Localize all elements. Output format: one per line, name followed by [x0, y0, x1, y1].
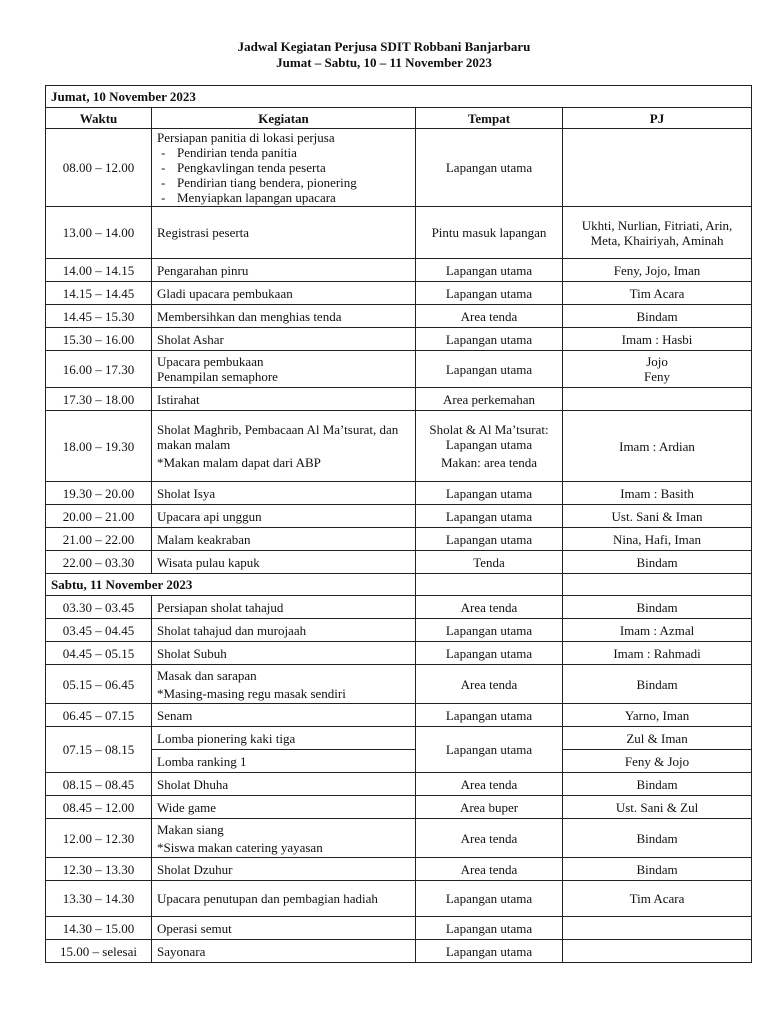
cell-place: Lapangan utama	[416, 704, 563, 727]
cell-activity: Istirahat	[152, 388, 416, 411]
cell-time: 03.45 – 04.45	[46, 619, 152, 642]
table-row	[46, 505, 752, 528]
cell-pj: Bindam	[563, 858, 752, 881]
cell-time: 05.15 – 06.45	[46, 665, 152, 704]
table-row	[46, 940, 752, 963]
place-line: Sholat & Al Ma’tsurat: Lapangan utama	[429, 422, 549, 452]
cell-time: 14.00 – 14.15	[46, 259, 152, 282]
cell-activity: Lomba pionering kaki tiga	[152, 727, 416, 750]
cell-pj: Nina, Hafi, Iman	[563, 528, 752, 551]
cell-pj: Feny, Jojo, Iman	[563, 259, 752, 282]
cell-time: 12.30 – 13.30	[46, 858, 152, 881]
cell-activity: Senam	[152, 704, 416, 727]
cell-pj	[563, 129, 752, 207]
cell-time: 15.30 – 16.00	[46, 328, 152, 351]
cell-activity: Sholat tahajud dan murojaah	[152, 619, 416, 642]
cell-pj: Imam : Hasbi	[563, 328, 752, 351]
cell-place: Lapangan utama	[416, 940, 563, 963]
document-title: Jadwal Kegiatan Perjusa SDIT Robbani Banjarbaru	[237, 39, 531, 54]
cell-time: 20.00 – 21.00	[46, 505, 152, 528]
cell-time: 04.45 – 05.15	[46, 642, 152, 665]
cell-time: 06.45 – 07.15	[46, 704, 152, 727]
cell-pj: Bindam	[563, 665, 752, 704]
pj-line: Feny	[644, 369, 671, 384]
cell-pj: Yarno, Iman	[563, 704, 752, 727]
cell-pj	[563, 351, 752, 388]
cell-time: 12.00 – 12.30	[46, 819, 152, 858]
activity-list	[157, 145, 410, 205]
cell-time: 14.45 – 15.30	[46, 305, 152, 328]
cell-pj: Ukhti, Nurlian, Fitriati, Arin, Meta, Khairiyah, Aminah	[563, 207, 752, 259]
day-header-row	[46, 574, 752, 596]
table-row	[46, 881, 752, 917]
table-row	[46, 858, 752, 881]
activity-line: Makan siang	[157, 821, 224, 837]
table-row	[46, 551, 752, 574]
table-row	[46, 727, 752, 750]
schedule-table	[45, 85, 752, 963]
cell-activity	[152, 351, 416, 388]
cell-pj: Imam : Azmal	[563, 619, 752, 642]
cell-activity	[152, 129, 416, 207]
cell-place: Tenda	[416, 551, 563, 574]
cell-place: Lapangan utama	[416, 917, 563, 940]
table-row	[46, 282, 752, 305]
cell-place: Lapangan utama	[416, 727, 563, 773]
cell-time: 21.00 – 22.00	[46, 528, 152, 551]
cell-time: 17.30 – 18.00	[46, 388, 152, 411]
list-item: - Pengkavlingan tenda peserta	[157, 160, 410, 175]
cell-place: Area tenda	[416, 773, 563, 796]
cell-activity: Upacara penutupan dan pembagian hadiah	[152, 881, 416, 917]
cell-place: Lapangan utama	[416, 482, 563, 505]
cell-time: 08.00 – 12.00	[46, 129, 152, 207]
cell-time: 13.30 – 14.30	[46, 881, 152, 917]
cell-pj	[563, 940, 752, 963]
header-pj: PJ	[563, 108, 752, 129]
cell-time: 22.00 – 03.30	[46, 551, 152, 574]
day-header-jumat: Jumat, 10 November 2023	[46, 86, 752, 108]
cell-place: Area buper	[416, 796, 563, 819]
table-row	[46, 596, 752, 619]
activity-line: Penampilan semaphore	[157, 369, 278, 384]
table-row	[46, 482, 752, 505]
table-row	[46, 642, 752, 665]
table-row	[46, 773, 752, 796]
cell-activity: Sayonara	[152, 940, 416, 963]
table-row	[46, 129, 752, 207]
activity-line: Upacara pembukaan	[157, 354, 264, 369]
cell-time: 18.00 – 19.30	[46, 411, 152, 482]
cell-activity: Sholat Dzuhur	[152, 858, 416, 881]
cell-place: Lapangan utama	[416, 881, 563, 917]
table-row	[46, 796, 752, 819]
cell-activity	[152, 665, 416, 704]
empty-cell	[563, 574, 752, 596]
day-header-sabtu: Sabtu, 11 November 2023	[46, 574, 416, 596]
document-subtitle: Jumat – Sabtu, 10 – 11 November 2023	[276, 55, 492, 70]
cell-place: Lapangan utama	[416, 328, 563, 351]
cell-activity: Upacara api unggun	[152, 505, 416, 528]
cell-activity: Persiapan sholat tahajud	[152, 596, 416, 619]
cell-pj: Feny & Jojo	[563, 750, 752, 773]
activity-note: *Makan malam dapat dari ABP	[157, 455, 321, 470]
cell-place	[416, 411, 563, 482]
cell-place: Lapangan utama	[416, 351, 563, 388]
cell-place: Lapangan utama	[416, 259, 563, 282]
cell-pj: Imam : Ardian	[563, 411, 752, 482]
activity-line: Masak dan sarapan	[157, 667, 257, 683]
cell-time: 14.30 – 15.00	[46, 917, 152, 940]
list-item: - Menyiapkan lapangan upacara	[157, 190, 410, 205]
empty-cell	[416, 574, 563, 596]
table-row	[46, 351, 752, 388]
table-row	[46, 750, 752, 773]
cell-pj: Bindam	[563, 819, 752, 858]
header-waktu: Waktu	[46, 108, 152, 129]
cell-place: Area tenda	[416, 819, 563, 858]
table-row	[46, 528, 752, 551]
cell-pj: Ust. Sani & Iman	[563, 505, 752, 528]
cell-place: Lapangan utama	[416, 282, 563, 305]
cell-place: Lapangan utama	[416, 129, 563, 207]
table-row	[46, 388, 752, 411]
cell-activity: Sholat Dhuha	[152, 773, 416, 796]
list-item: - Pendirian tiang bendera, pionering	[157, 175, 410, 190]
cell-activity	[152, 819, 416, 858]
activity-line: Sholat Maghrib, Pembacaan Al Ma’tsurat, dan makan malam	[157, 422, 399, 452]
header-tempat: Tempat	[416, 108, 563, 129]
place-line: Makan: area tenda	[440, 455, 537, 470]
cell-time: 15.00 – selesai	[46, 940, 152, 963]
cell-pj: Tim Acara	[563, 282, 752, 305]
activity-note: *Masing-masing regu masak sendiri	[157, 685, 346, 701]
cell-activity: Registrasi peserta	[152, 207, 416, 259]
cell-time: 08.45 – 12.00	[46, 796, 152, 819]
cell-activity: Membersihkan dan menghias tenda	[152, 305, 416, 328]
table-row	[46, 305, 752, 328]
cell-time: 13.00 – 14.00	[46, 207, 152, 259]
table-row	[46, 259, 752, 282]
cell-place: Pintu masuk lapangan	[416, 207, 563, 259]
cell-activity: Sholat Isya	[152, 482, 416, 505]
activity-note: *Siswa makan catering yayasan	[157, 839, 323, 855]
table-row	[46, 917, 752, 940]
cell-activity: Wisata pulau kapuk	[152, 551, 416, 574]
table-row	[46, 207, 752, 259]
cell-place: Area tenda	[416, 665, 563, 704]
table-row	[46, 328, 752, 351]
table-row	[46, 819, 752, 858]
cell-activity	[152, 411, 416, 482]
header-kegiatan: Kegiatan	[152, 108, 416, 129]
cell-place: Lapangan utama	[416, 642, 563, 665]
pj-line: Jojo	[646, 354, 668, 369]
table-row	[46, 665, 752, 704]
cell-activity: Malam keakraban	[152, 528, 416, 551]
cell-time: 08.15 – 08.45	[46, 773, 152, 796]
cell-pj: Imam : Basith	[563, 482, 752, 505]
cell-pj	[563, 917, 752, 940]
cell-place: Area tenda	[416, 596, 563, 619]
cell-place: Lapangan utama	[416, 505, 563, 528]
cell-activity: Pengarahan pinru	[152, 259, 416, 282]
cell-activity: Gladi upacara pembukaan	[152, 282, 416, 305]
cell-activity: Wide game	[152, 796, 416, 819]
cell-activity: Sholat Subuh	[152, 642, 416, 665]
cell-time: 03.30 – 03.45	[46, 596, 152, 619]
cell-place: Lapangan utama	[416, 528, 563, 551]
table-row	[46, 619, 752, 642]
cell-activity: Operasi semut	[152, 917, 416, 940]
cell-time: 14.15 – 14.45	[46, 282, 152, 305]
cell-place: Area perkemahan	[416, 388, 563, 411]
cell-place: Area tenda	[416, 305, 563, 328]
cell-pj: Bindam	[563, 551, 752, 574]
cell-pj: Bindam	[563, 305, 752, 328]
cell-time: 07.15 – 08.15	[46, 727, 152, 773]
cell-pj: Imam : Rahmadi	[563, 642, 752, 665]
cell-activity: Lomba ranking 1	[152, 750, 416, 773]
cell-time: 19.30 – 20.00	[46, 482, 152, 505]
cell-pj: Ust. Sani & Zul	[563, 796, 752, 819]
list-item: - Pendirian tenda panitia	[157, 145, 410, 160]
cell-activity: Sholat Ashar	[152, 328, 416, 351]
cell-pj: Bindam	[563, 773, 752, 796]
cell-pj: Bindam	[563, 596, 752, 619]
cell-pj: Tim Acara	[563, 881, 752, 917]
cell-time: 16.00 – 17.30	[46, 351, 152, 388]
cell-pj	[563, 388, 752, 411]
table-row	[46, 411, 752, 482]
cell-pj: Zul & Iman	[563, 727, 752, 750]
column-headers	[46, 108, 752, 129]
table-row	[46, 704, 752, 727]
activity-heading: Persiapan panitia di lokasi perjusa	[157, 130, 335, 145]
cell-place: Lapangan utama	[416, 619, 563, 642]
cell-place: Area tenda	[416, 858, 563, 881]
